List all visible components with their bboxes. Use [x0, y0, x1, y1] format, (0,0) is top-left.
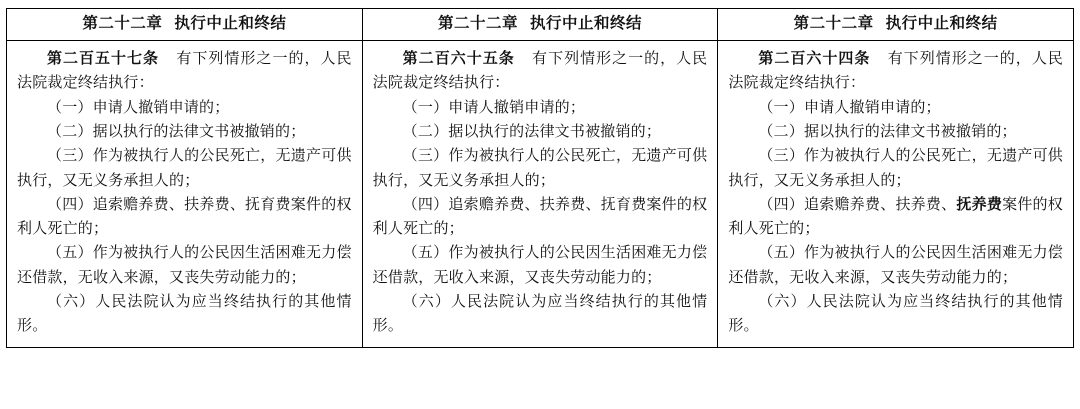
column-header-chapter-3: 第二十二章 — [793, 15, 874, 32]
article-lead-2: 有下列情形之一的，人民法院裁定终结执行： — [372, 51, 708, 92]
column-body-3 — [718, 41, 1073, 347]
article-item: （一）申请人撤销申请的； — [758, 99, 941, 116]
article-item: （四）追索赡养费、扶养费、抚育费案件的权利人死亡的； — [17, 196, 352, 238]
article-item: （一）申请人撤销申请的； — [402, 99, 586, 116]
article-item: （三）作为被执行人的公民死亡，无遗产可供执行，又无义务承担人的； — [372, 148, 708, 189]
column-body-2 — [363, 41, 718, 347]
column-header-chapter-2: 第二十二章 — [437, 15, 518, 32]
article-item: （一）申请人撤销申请的； — [47, 99, 230, 116]
article-item: （二）据以执行的法律文书被撤销的； — [402, 123, 662, 140]
article-item: （六）人民法院认为应当终结执行的其他情形。 — [728, 293, 1064, 335]
column-body-1 — [7, 41, 362, 347]
article-item: （三）作为被执行人的公民死亡，无遗产可供执行，又无义务承担人的； — [728, 148, 1064, 189]
article-item: （六）人民法院认为应当终结执行的其他情形。 — [372, 293, 708, 335]
comparison-table — [6, 8, 1074, 348]
column-header-2 — [363, 9, 718, 41]
article-item: （五）作为被执行人的公民因生活困难无力偿还借款，无收入来源，又丧失劳动能力的； — [17, 245, 352, 286]
article-item: （二）据以执行的法律文书被撤销的； — [758, 123, 1017, 140]
table-column-3 — [718, 9, 1073, 347]
article-item: （四）追索赡养费、扶养费、抚育费案件的权利人死亡的； — [372, 196, 708, 238]
column-header-3 — [718, 9, 1073, 41]
article-item: （三）作为被执行人的公民死亡，无遗产可供执行，又无义务承担人的； — [17, 148, 352, 189]
article-item: （五）作为被执行人的公民因生活困难无力偿还借款，无收入来源，又丧失劳动能力的； — [372, 245, 708, 286]
article-paragraph-2 — [373, 47, 708, 96]
table-column-1 — [7, 9, 363, 347]
article-item: （二）据以执行的法律文书被撤销的； — [47, 123, 306, 140]
column-header-title-1: 执行中止和终结 — [174, 15, 287, 32]
article-item-highlight: （四）追索赡养费、扶养费、抚养费案件的权利人死亡的； — [728, 196, 1063, 238]
article-item: （五）作为被执行人的公民因生活困难无力偿还借款，无收入来源，又丧失劳动能力的； — [728, 245, 1064, 286]
article-paragraph-3 — [728, 47, 1063, 96]
article-paragraph-1 — [17, 47, 352, 96]
table-column-2 — [363, 9, 719, 347]
column-header-title-2: 执行中止和终结 — [530, 15, 643, 32]
article-number-2: 第二百六十五条 — [402, 51, 515, 68]
highlighted-term: 抚养费 — [956, 196, 1003, 213]
article-lead-1: 有下列情形之一的，人民法院裁定终结执行： — [17, 51, 352, 92]
article-number-3: 第二百六十四条 — [758, 51, 871, 68]
column-header-1 — [7, 9, 362, 41]
article-item: （六）人民法院认为应当终结执行的其他情形。 — [17, 293, 352, 335]
column-header-chapter-1: 第二十二章 — [82, 15, 163, 32]
article-number-1: 第二百五十七条 — [47, 51, 160, 68]
article-lead-3: 有下列情形之一的，人民法院裁定终结执行： — [728, 51, 1064, 92]
column-header-title-3: 执行中止和终结 — [885, 15, 998, 32]
